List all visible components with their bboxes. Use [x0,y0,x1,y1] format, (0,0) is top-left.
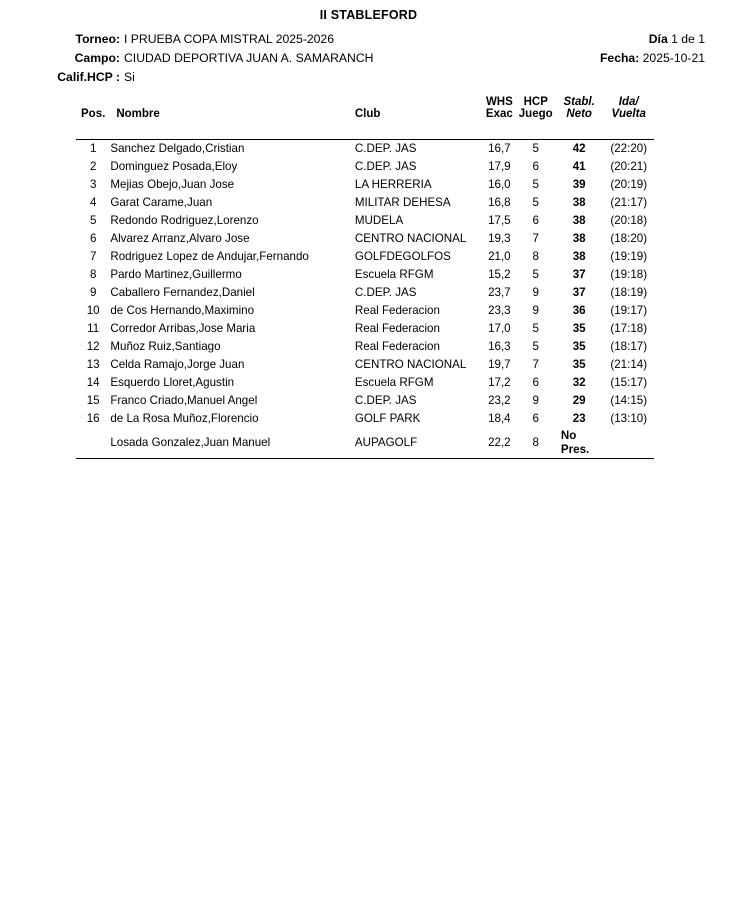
cell-stabl-neto: 35 [572,340,586,353]
cell-ida-vuelta: (18:20) [610,232,648,245]
cell-club: GOLFDEGOLFOS [354,250,451,263]
cell-club: MUDELA [354,214,404,227]
table-row [76,356,654,374]
col-header-ida-line2: Vuelta [611,108,646,120]
table-row [76,284,654,302]
cell-stabl-neto: 38 [572,196,586,209]
cell-pos: 13 [86,358,100,371]
cell-ida-vuelta: (15:17) [610,376,648,389]
cell-pos: 1 [89,142,97,155]
cell-whs-exac: 16,8 [488,196,511,209]
cell-ida-vuelta: (18:17) [610,340,648,353]
cell-nombre: de Cos Hernando,Maximino [110,304,255,317]
cell-club: Real Federacion [354,322,440,335]
cell-hcp-juego: 8 [517,428,555,459]
cell-nombre: Muñoz Ruiz,Santiago [110,340,221,353]
cell-club: C.DEP. JAS [354,394,417,407]
cell-whs-exac: 17,9 [488,160,511,173]
cell-hcp-juego: 9 [532,304,539,317]
cell-pos: 8 [89,268,97,281]
page-title: II STABLEFORD [319,8,418,22]
cell-hcp-juego: 5 [532,178,539,191]
cell-nombre: Pardo Martinez,Guillermo [110,268,242,281]
cell-ida-vuelta: (19:17) [610,304,648,317]
document-header [0,32,737,89]
table-row [76,230,654,248]
cell-hcp-juego: 7 [532,358,539,371]
table-row [76,248,654,266]
cell-hcp-juego: 6 [532,376,539,389]
cell-whs-exac: 23,2 [488,394,511,407]
cell-hcp-juego: 7 [532,232,539,245]
cell-stabl-neto: 41 [572,160,586,173]
cell-pos [76,428,110,459]
header-divider [76,121,654,140]
col-header-stabl-line2: Neto [566,108,592,120]
cell-hcp-juego: 5 [532,268,539,281]
table-header-rule [76,121,654,140]
dia-value: 1 de 1 [671,32,705,46]
cell-ida-vuelta: (19:19) [610,250,648,263]
cell-ida-vuelta: (20:18) [610,214,648,227]
col-header-club: Club [354,108,381,120]
cell-club: C.DEP. JAS [354,286,417,299]
calif-hcp-value: Si [124,70,135,84]
table-row [76,212,654,230]
cell-club: Real Federacion [354,340,440,353]
cell-pos: 5 [89,214,97,227]
torneo-label: Torneo: [75,32,120,46]
table-row [76,194,654,212]
cell-whs-exac: 16,7 [488,142,511,155]
cell-nombre: Dominguez Posada,Eloy [110,160,238,173]
table-row [76,140,654,159]
col-header-hcp-juego [517,96,555,121]
col-header-whs-line1: WHS [485,96,513,108]
table-row [76,158,654,176]
cell-whs-exac: 22,2 [482,428,516,459]
cell-hcp-juego: 6 [532,412,539,425]
cell-pos: 10 [86,304,100,317]
campo-value: CIUDAD DEPORTIVA JUAN A. SAMARANCH [124,51,374,65]
cell-stabl-neto: 35 [572,358,586,371]
cell-club: LA HERRERIA [354,178,432,191]
cell-stabl-neto: 35 [572,322,586,335]
cell-hcp-juego: 5 [532,196,539,209]
cell-nombre: Corredor Arribas,Jose Maria [110,322,256,335]
table-row [76,374,654,392]
torneo-value: I PRUEBA COPA MISTRAL 2025-2026 [124,32,334,46]
cell-ida-vuelta: (17:18) [610,322,648,335]
cell-whs-exac: 18,4 [488,412,511,425]
cell-whs-exac: 15,2 [488,268,511,281]
cell-ida-vuelta: (21:14) [610,358,648,371]
cell-pos: 4 [89,196,97,209]
col-header-hcp-line2: Juego [518,108,553,120]
table-row [76,392,654,410]
cell-stabl-neto: 32 [572,376,586,389]
cell-nombre: Celda Ramajo,Jorge Juan [110,358,245,371]
cell-nombre: Redondo Rodriguez,Lorenzo [110,214,259,227]
col-header-whs-line2: Exac [485,108,513,120]
cell-stabl-neto: 38 [572,232,586,245]
cell-whs-exac: 23,3 [488,304,511,317]
cell-hcp-juego: 9 [532,286,539,299]
table-row [76,320,654,338]
cell-hcp-juego: 5 [532,340,539,353]
col-header-ida-line1: Ida/ [618,96,639,108]
document-page [0,8,737,912]
cell-pos: 15 [86,394,100,407]
cell-nombre: Garat Carame,Juan [110,196,213,209]
cell-pos: 14 [86,376,100,389]
cell-club: C.DEP. JAS [354,142,417,155]
table-row [76,176,654,194]
cell-whs-exac: 17,5 [488,214,511,227]
results-table [76,96,654,459]
col-header-hcp-line1: HCP [523,96,548,108]
cell-hcp-juego: 9 [532,394,539,407]
cell-ida-vuelta: (19:18) [610,268,648,281]
cell-club: CENTRO NACIONAL [354,358,467,371]
cell-stabl-neto: 38 [572,250,586,263]
col-header-whs-exac [482,96,516,121]
cell-ida-vuelta: (22:20) [610,142,648,155]
cell-hcp-juego: 5 [532,322,539,335]
cell-pos: 11 [87,322,100,335]
cell-ida-vuelta: (20:21) [610,160,648,173]
col-header-stabl-neto [555,96,604,121]
cell-club: GOLF PARK [354,412,421,425]
cell-nombre: Rodriguez Lopez de Andujar,Fernando [110,250,309,263]
cell-club: Escuela RFGM [354,376,434,389]
cell-whs-exac: 19,7 [488,358,511,371]
header-row-torneo [0,32,737,51]
col-header-nombre: Nombre [116,108,160,120]
cell-stabl-neto: No Pres. [555,428,604,459]
cell-stabl-neto: 36 [572,304,586,317]
cell-whs-exac: 17,0 [488,322,511,335]
cell-stabl-neto: 37 [572,268,586,281]
cell-whs-exac: 23,7 [488,286,511,299]
cell-ida-vuelta [603,428,654,459]
cell-ida-vuelta: (20:19) [610,178,648,191]
table-header-row [76,96,654,121]
cell-nombre: Caballero Fernandez,Daniel [110,286,255,299]
cell-club: Escuela RFGM [354,268,434,281]
cell-whs-exac: 16,3 [488,340,511,353]
cell-whs-exac: 17,2 [488,376,511,389]
dia-label: Día [648,32,668,46]
cell-club: Real Federacion [354,304,440,317]
header-row-calif [0,70,737,89]
cell-ida-vuelta: (13:10) [610,412,648,425]
calif-hcp-label: Calif.HCP : [57,70,120,84]
cell-whs-exac: 16,0 [488,178,511,191]
cell-nombre: Esquerdo Lloret,Agustin [110,376,235,389]
fecha-label: Fecha: [599,51,640,65]
cell-whs-exac: 19,3 [488,232,511,245]
table-body [76,140,654,459]
cell-ida-vuelta: (21:17) [610,196,648,209]
cell-club: C.DEP. JAS [354,160,417,173]
col-header-pos: Pos. [81,108,106,120]
table-row [76,266,654,284]
cell-hcp-juego: 5 [532,142,539,155]
cell-stabl-neto: 39 [572,178,586,191]
cell-pos: 12 [86,340,100,353]
cell-club: CENTRO NACIONAL [354,232,467,245]
cell-hcp-juego: 6 [532,214,539,227]
cell-pos: 3 [89,178,97,191]
cell-stabl-neto: 29 [572,394,586,407]
cell-pos: 7 [89,250,97,263]
table-row [76,338,654,356]
cell-nombre: de La Rosa Muñoz,Florencio [110,412,259,425]
cell-stabl-neto: 38 [572,214,586,227]
fecha-value: 2025-10-21 [642,51,705,65]
cell-stabl-neto: 23 [572,412,586,425]
fecha-field [600,51,705,65]
table-row [76,302,654,320]
cell-club: MILITAR DEHESA [354,196,451,209]
cell-pos: 2 [89,160,97,173]
table-row [76,410,654,428]
campo-label: Campo: [74,51,120,65]
cell-hcp-juego: 8 [532,250,539,263]
cell-hcp-juego: 6 [532,160,539,173]
cell-whs-exac: 21,0 [488,250,511,263]
table-row [76,428,654,459]
cell-nombre: Mejias Obejo,Juan Jose [110,178,235,191]
dia-field [649,32,705,46]
cell-pos: 16 [86,412,100,425]
cell-pos: 9 [89,286,97,299]
cell-nombre: Alvarez Arranz,Alvaro Jose [110,232,250,245]
cell-stabl-neto: 37 [572,286,586,299]
cell-ida-vuelta: (14:15) [610,394,648,407]
cell-stabl-neto: 42 [572,142,586,155]
cell-pos: 6 [89,232,97,245]
header-row-campo [0,51,737,70]
cell-nombre: Sanchez Delgado,Cristian [110,142,245,155]
col-header-ida-vuelta [603,96,654,121]
cell-nombre: Franco Criado,Manuel Angel [110,394,258,407]
cell-club: AUPAGOLF [355,428,482,459]
cell-nombre: Losada Gonzalez,Juan Manuel [110,428,355,459]
cell-ida-vuelta: (18:19) [610,286,648,299]
col-header-stabl-line1: Stabl. [563,96,595,108]
